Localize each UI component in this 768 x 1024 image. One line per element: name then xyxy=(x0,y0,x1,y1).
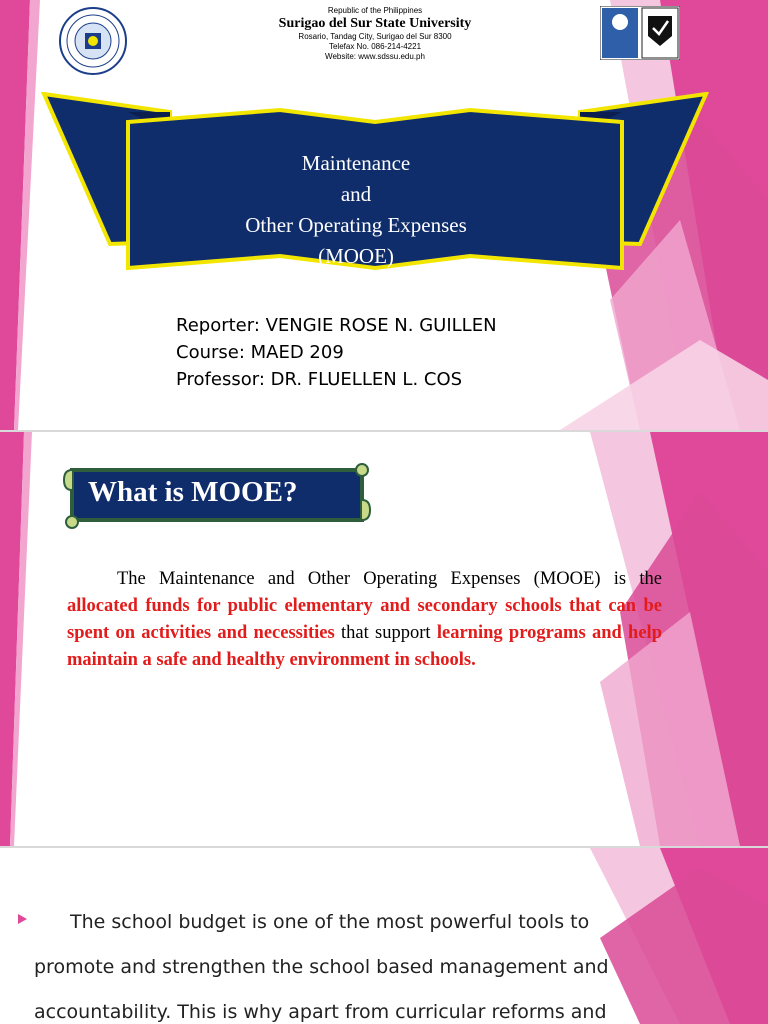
university-seal-logo xyxy=(58,6,128,76)
banner-line-1: Maintenance xyxy=(301,151,411,175)
slide-1 xyxy=(0,0,768,430)
mooe-definition xyxy=(67,566,662,674)
university-header xyxy=(230,6,520,62)
presentation-info xyxy=(176,312,497,393)
website-line: Website: www.sdssu.edu.ph xyxy=(325,52,425,61)
professor-line: Professor: DR. FLUELLEN L. COS xyxy=(176,369,463,390)
reporter-line: Reporter: VENGIE ROSE N. GUILLEN xyxy=(176,315,497,336)
budget-text: The school budget is one of the most powerful tools to promote and strengthen the school based management and accountability. This is why apart from curricular reforms and xyxy=(34,911,609,1023)
address-line: Rosario, Tandag City, Surigao del Sur 8300 xyxy=(298,32,452,41)
telefax-line: Telefax No. 086-214-4221 xyxy=(328,42,422,51)
banner-line-4: (MOOE) xyxy=(318,244,394,268)
certification-logo xyxy=(600,6,680,60)
slide-title: What is MOOE? xyxy=(88,476,298,508)
definition-middle: that support xyxy=(334,623,437,643)
budget-paragraph xyxy=(34,900,674,1024)
definition-highlight-1: allocated funds for public elementary and secondary schools that can be spent on activities and necessities xyxy=(67,596,662,643)
university-name: Surigao del Sur State University xyxy=(278,16,472,31)
slide-2 xyxy=(0,432,768,846)
definition-intro: The Maintenance and Other Operating Expenses (MOOE) is the xyxy=(117,569,662,589)
banner-title xyxy=(130,148,582,272)
republic-label: Republic of the Philippines xyxy=(327,6,423,15)
banner-line-2: and xyxy=(340,182,372,206)
definition-highlight-2: learning programs and help maintain a safe and healthy environment in schools. xyxy=(67,623,662,670)
course-line: Course: MAED 209 xyxy=(176,342,344,363)
banner-line-3: Other Operating Expenses xyxy=(245,213,467,237)
bullet-arrow-icon xyxy=(18,914,27,924)
slide-3 xyxy=(0,848,768,1024)
